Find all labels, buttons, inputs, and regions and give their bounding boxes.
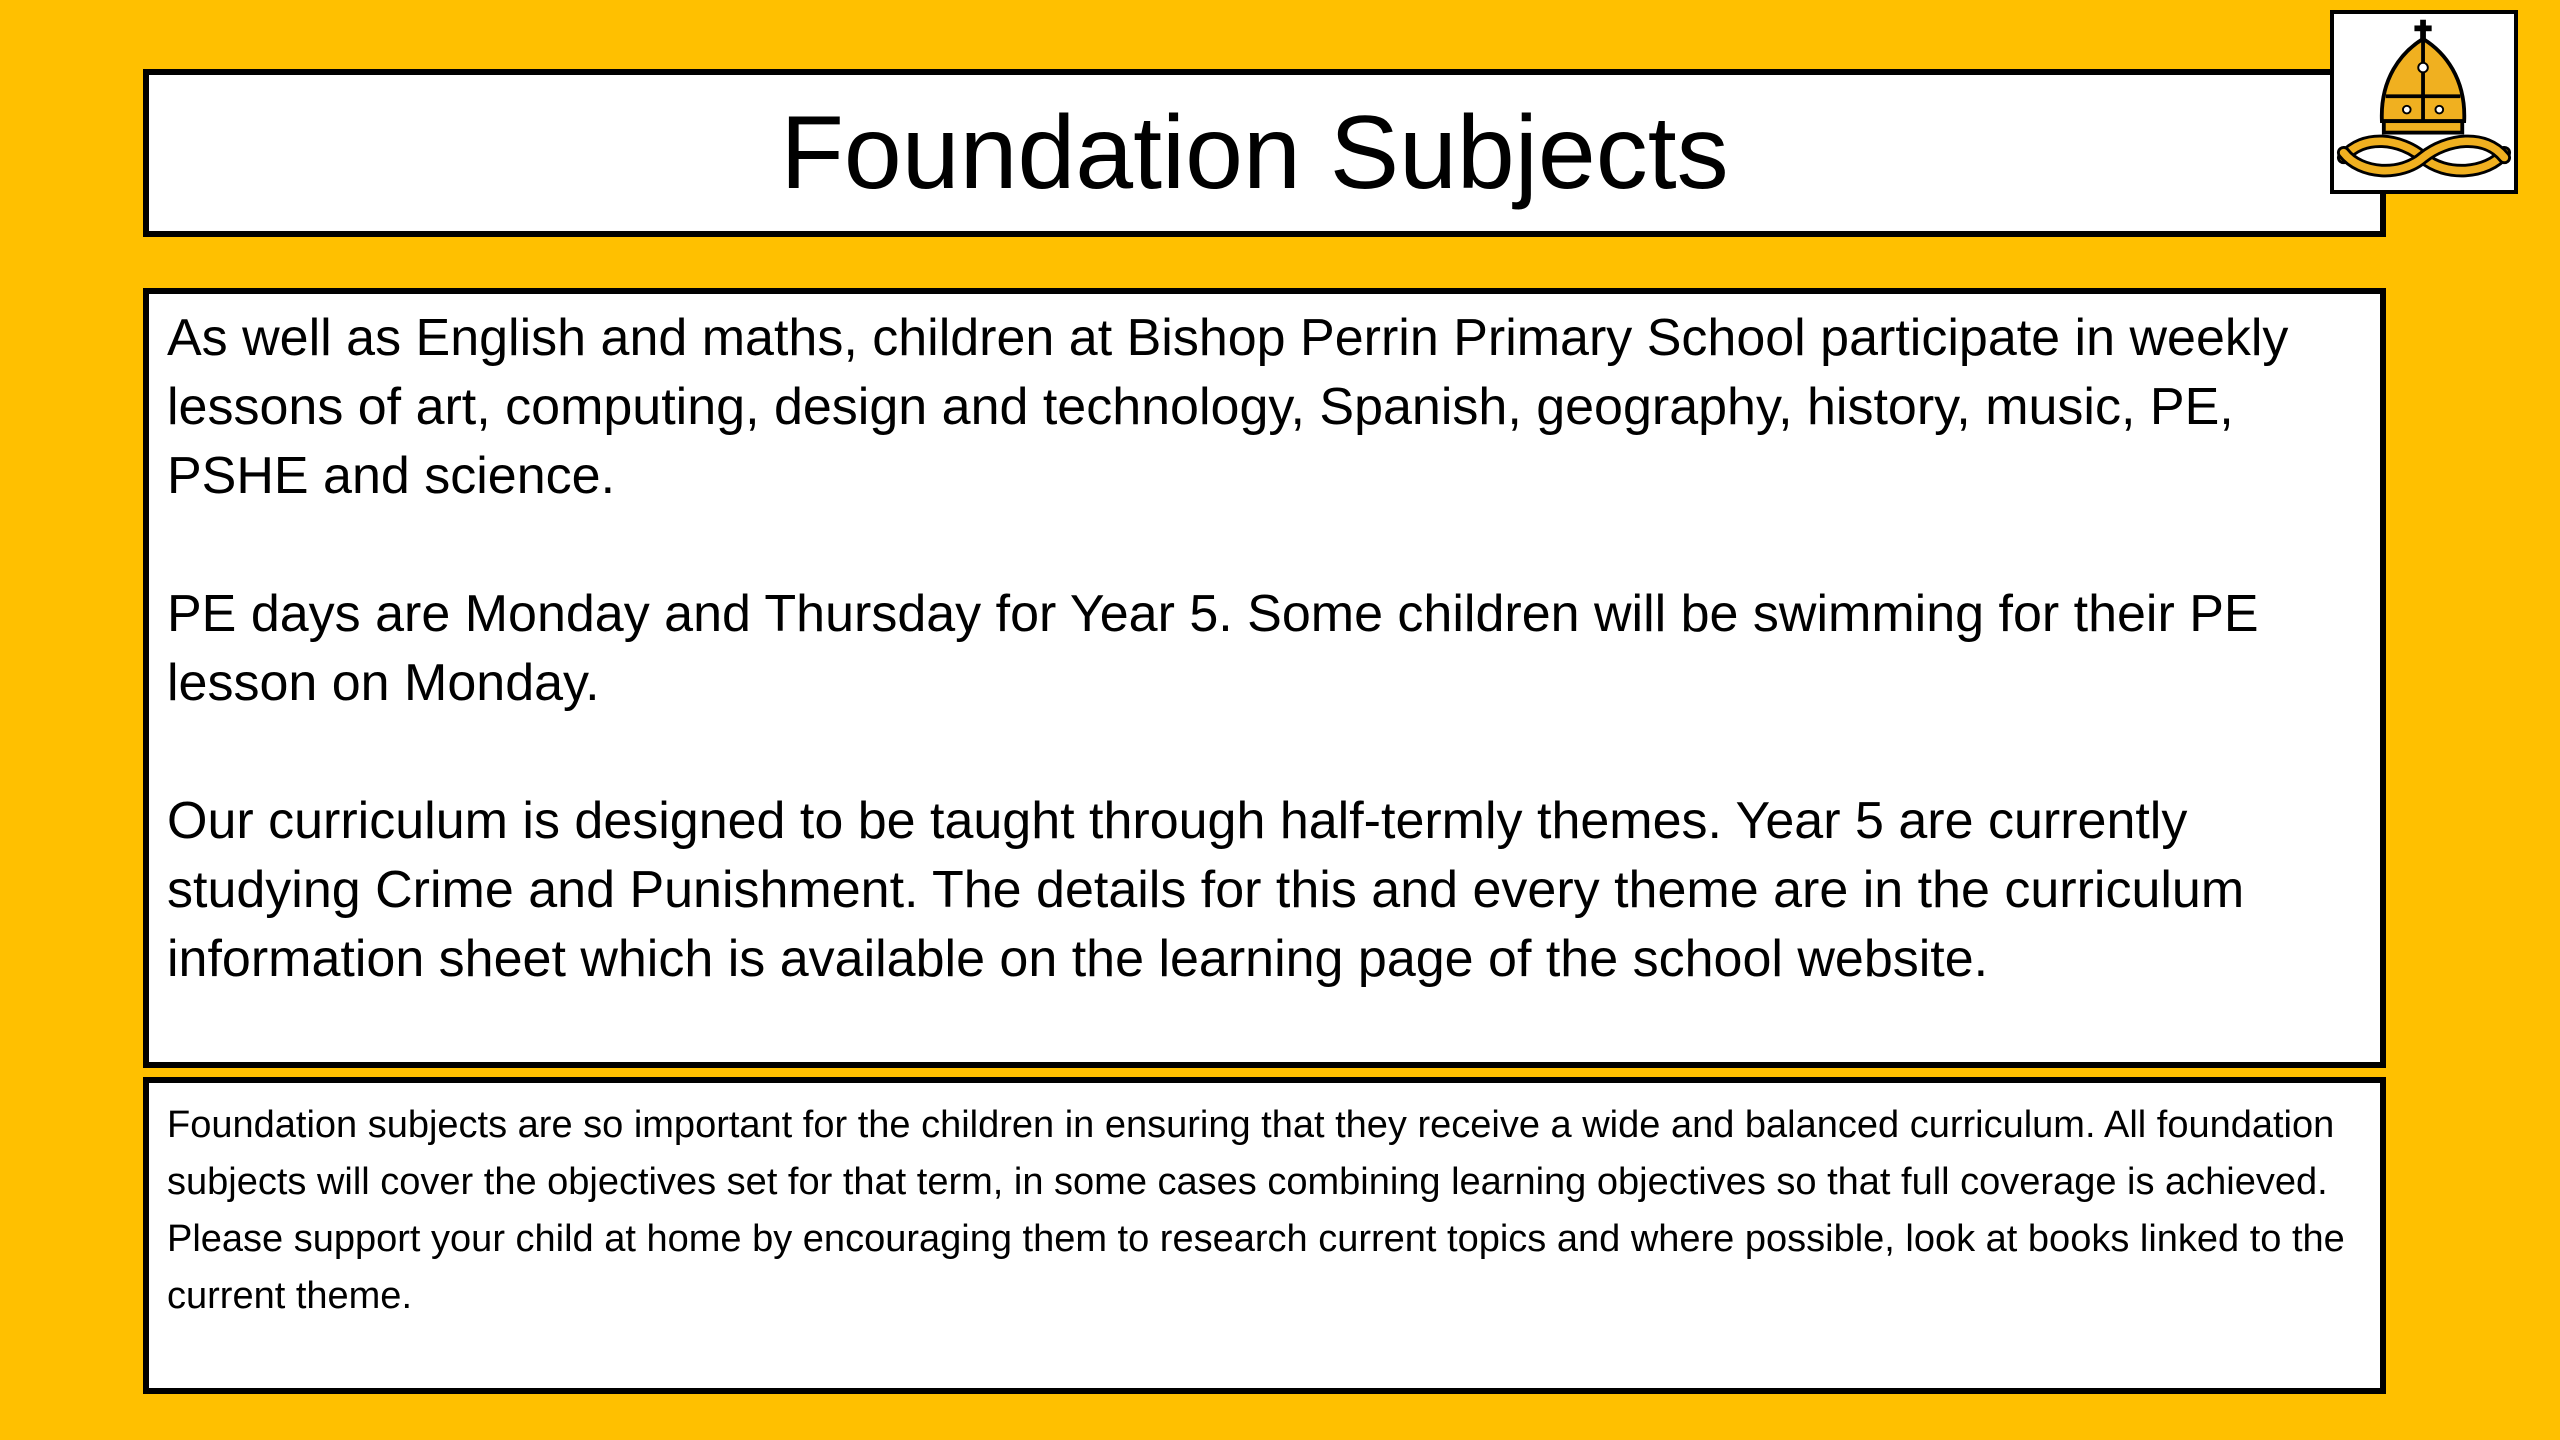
school-logo bbox=[2330, 10, 2518, 194]
slide-title: Foundation Subjects bbox=[780, 95, 1729, 211]
note-text-box bbox=[143, 1077, 2386, 1394]
main-paragraph-pe-days: PE days are Monday and Thursday for Year 5. Some children will be swimming for their PE lesson on Monday. bbox=[167, 585, 2259, 712]
main-text-box bbox=[143, 288, 2386, 1068]
title-box bbox=[143, 69, 2386, 237]
note-paragraph-importance: Foundation subjects are so important for the children in ensuring that they receive a wide and balanced curriculum. All foundation subjects will cover the objectives set for that term, in some cases combining learning objectives so that full coverage is achieved. bbox=[167, 1104, 2335, 1203]
mitre-crest-icon bbox=[2334, 14, 2514, 190]
note-paragraph-support: Please support your child at home by encouraging them to research current topics and where possible, look at books linked to the current theme. bbox=[167, 1218, 2345, 1317]
main-paragraph-curriculum: Our curriculum is designed to be taught through half-termly themes. Year 5 are currently studying Crime and Punishment. The details for this and every theme are in the curriculum information sheet which is available on the learning page of the school website. bbox=[167, 792, 2245, 988]
main-paragraph-subjects: As well as English and maths, children at Bishop Perrin Primary School participate in weekly lessons of art, computing, design and technology, Spanish, geography, history, music, PE, PSHE and science. bbox=[167, 309, 2289, 505]
